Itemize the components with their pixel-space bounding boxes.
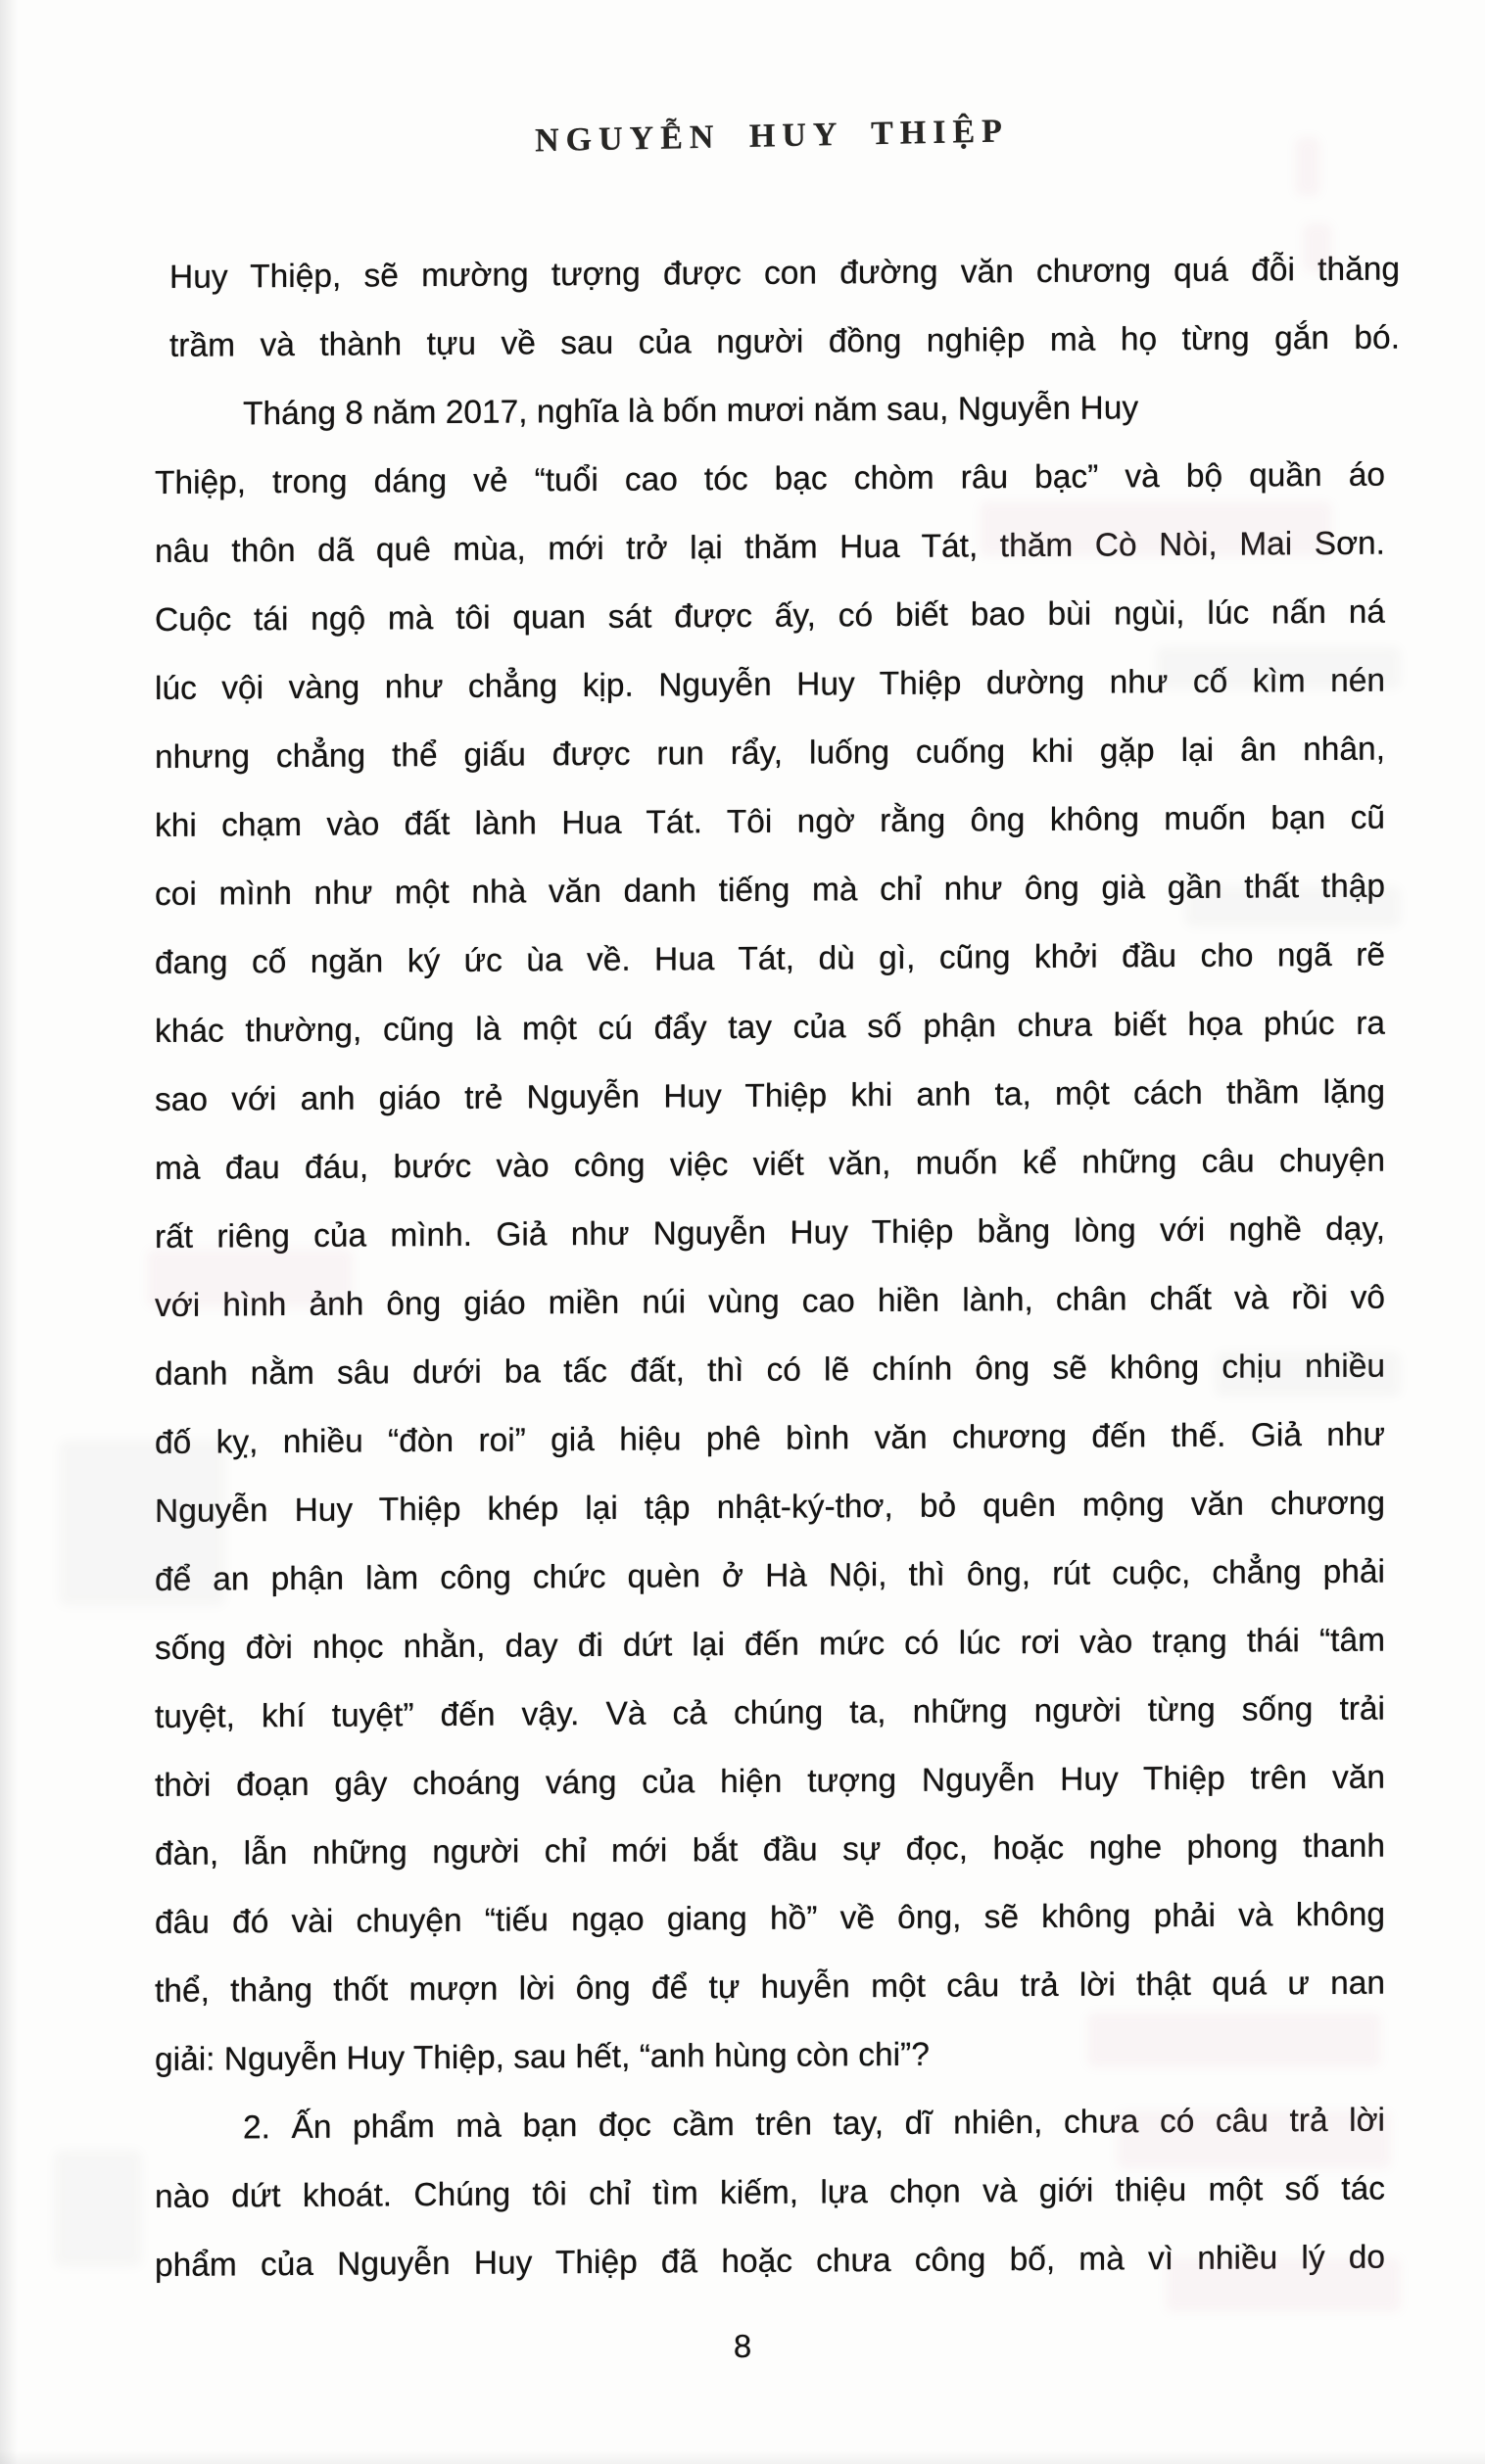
- body-line: khác thường, cũng là một cú đẩy tay của số phận chưa biết họa phúc ra: [155, 1005, 1385, 1050]
- body-line: giải: Nguyễn Huy Thiệp, sau hết, “anh hùng còn chi”?: [155, 2036, 930, 2078]
- body-line: khi chạm vào đất lành Hua Tát. Tôi ngờ rằng ông không muốn bạn cũ: [155, 799, 1385, 844]
- body-line: Huy Thiệp, sẽ mường tượng được con đường văn chương quá đỗi thăng: [169, 251, 1400, 296]
- body-line: Thiệp, trong dáng vẻ “tuổi cao tóc bạc chòm râu bạc” và bộ quần áo: [155, 456, 1385, 501]
- body-line: nhưng chẳng thể giấu được run rẩy, luống cuống khi gặp lại ân nhân,: [155, 731, 1385, 776]
- body-line: coi mình như một nhà văn danh tiếng mà chỉ như ông già gần thất thập: [155, 868, 1385, 913]
- body-line: sao với anh giáo trẻ Nguyễn Huy Thiệp khi anh ta, một cách thầm lặng: [155, 1073, 1385, 1118]
- body-line: Nguyễn Huy Thiệp khép lại tập nhật-ký-thơ, bỏ quên mộng văn chương: [155, 1485, 1385, 1530]
- body-line: đố kỵ, nhiều “đòn roi” giả hiệu phê bình văn chương đến thế. Giả như: [155, 1416, 1385, 1461]
- body-line: đâu đó vài chuyện “tiếu ngạo giang hồ” về ông, sẽ không phải và không: [155, 1896, 1385, 1941]
- body-line: rất riêng của mình. Giả như Nguyễn Huy Thiệp bằng lòng với nghề dạy,: [155, 1210, 1385, 1256]
- page-number: 8: [733, 2327, 752, 2365]
- body-line: mà đau đáu, bước vào công việc viết văn, muốn kể những câu chuyện: [155, 1142, 1385, 1187]
- body-text: [155, 236, 1400, 2300]
- body-line: phẩm của Nguyễn Huy Thiệp đã hoặc chưa công bố, mà vì nhiều lý do: [155, 2239, 1385, 2284]
- body-line: trầm và thành tựu về sau của người đồng nghiệp mà họ từng gắn bó.: [169, 319, 1400, 364]
- running-header: NGUYỄN HUY THIỆP: [534, 113, 1010, 160]
- body-line: 2. Ấn phẩm mà bạn đọc cầm trên tay, dĩ nhiên, chưa có câu trả lời: [243, 2102, 1385, 2147]
- body-line: sống đời nhọc nhằn, day đi dứt lại đến mức có lúc rơi vào trạng thái “tâm: [155, 1622, 1385, 1667]
- body-line: lúc vội vàng như chẳng kịp. Nguyễn Huy Thiệp dường như cố kìm nén: [155, 662, 1385, 707]
- body-line: để an phận làm công chức quèn ở Hà Nội, thì ông, rút cuộc, chẳng phải: [155, 1553, 1385, 1598]
- body-line: thể, thảng thốt mượn lời ông để tự huyễn một câu trả lời thật quá ư nan: [155, 1965, 1385, 2010]
- body-line: thời đoạn gây choáng váng của hiện tượng Nguyễn Huy Thiệp trên văn: [155, 1759, 1385, 1804]
- body-line: Cuộc tái ngộ mà tôi quan sát được ấy, có biết bao bùi ngùi, lúc nấn ná: [155, 593, 1385, 639]
- body-line: nâu thôn dã quê mùa, mới trở lại thăm Hua Tát, thăm Cò Nòi, Mai Sơn.: [155, 525, 1385, 570]
- body-line: đang cố ngăn ký ức ùa về. Hua Tát, dù gì, cũng khởi đầu cho ngã rẽ: [155, 936, 1385, 981]
- body-line: Tháng 8 năm 2017, nghĩa là bốn mươi năm sau, Nguyễn Huy: [243, 390, 1139, 433]
- body-line: với hình ảnh ông giáo miền núi vùng cao hiền lành, chân chất và rồi vô: [155, 1279, 1385, 1324]
- body-line: đàn, lẫn những người chỉ mới bắt đầu sự đọc, hoặc nghe phong thanh: [155, 1827, 1385, 1872]
- body-line: tuyệt, khí tuyệt” đến vậy. Và cả chúng ta, những người từng sống trải: [155, 1690, 1385, 1735]
- body-line: danh nằm sâu dưới ba tấc đất, thì có lẽ chính ông sẽ không chịu nhiều: [155, 1348, 1385, 1393]
- body-line: nào dứt khoát. Chúng tôi chỉ tìm kiếm, lựa chọn và giới thiệu một số tác: [155, 2170, 1385, 2215]
